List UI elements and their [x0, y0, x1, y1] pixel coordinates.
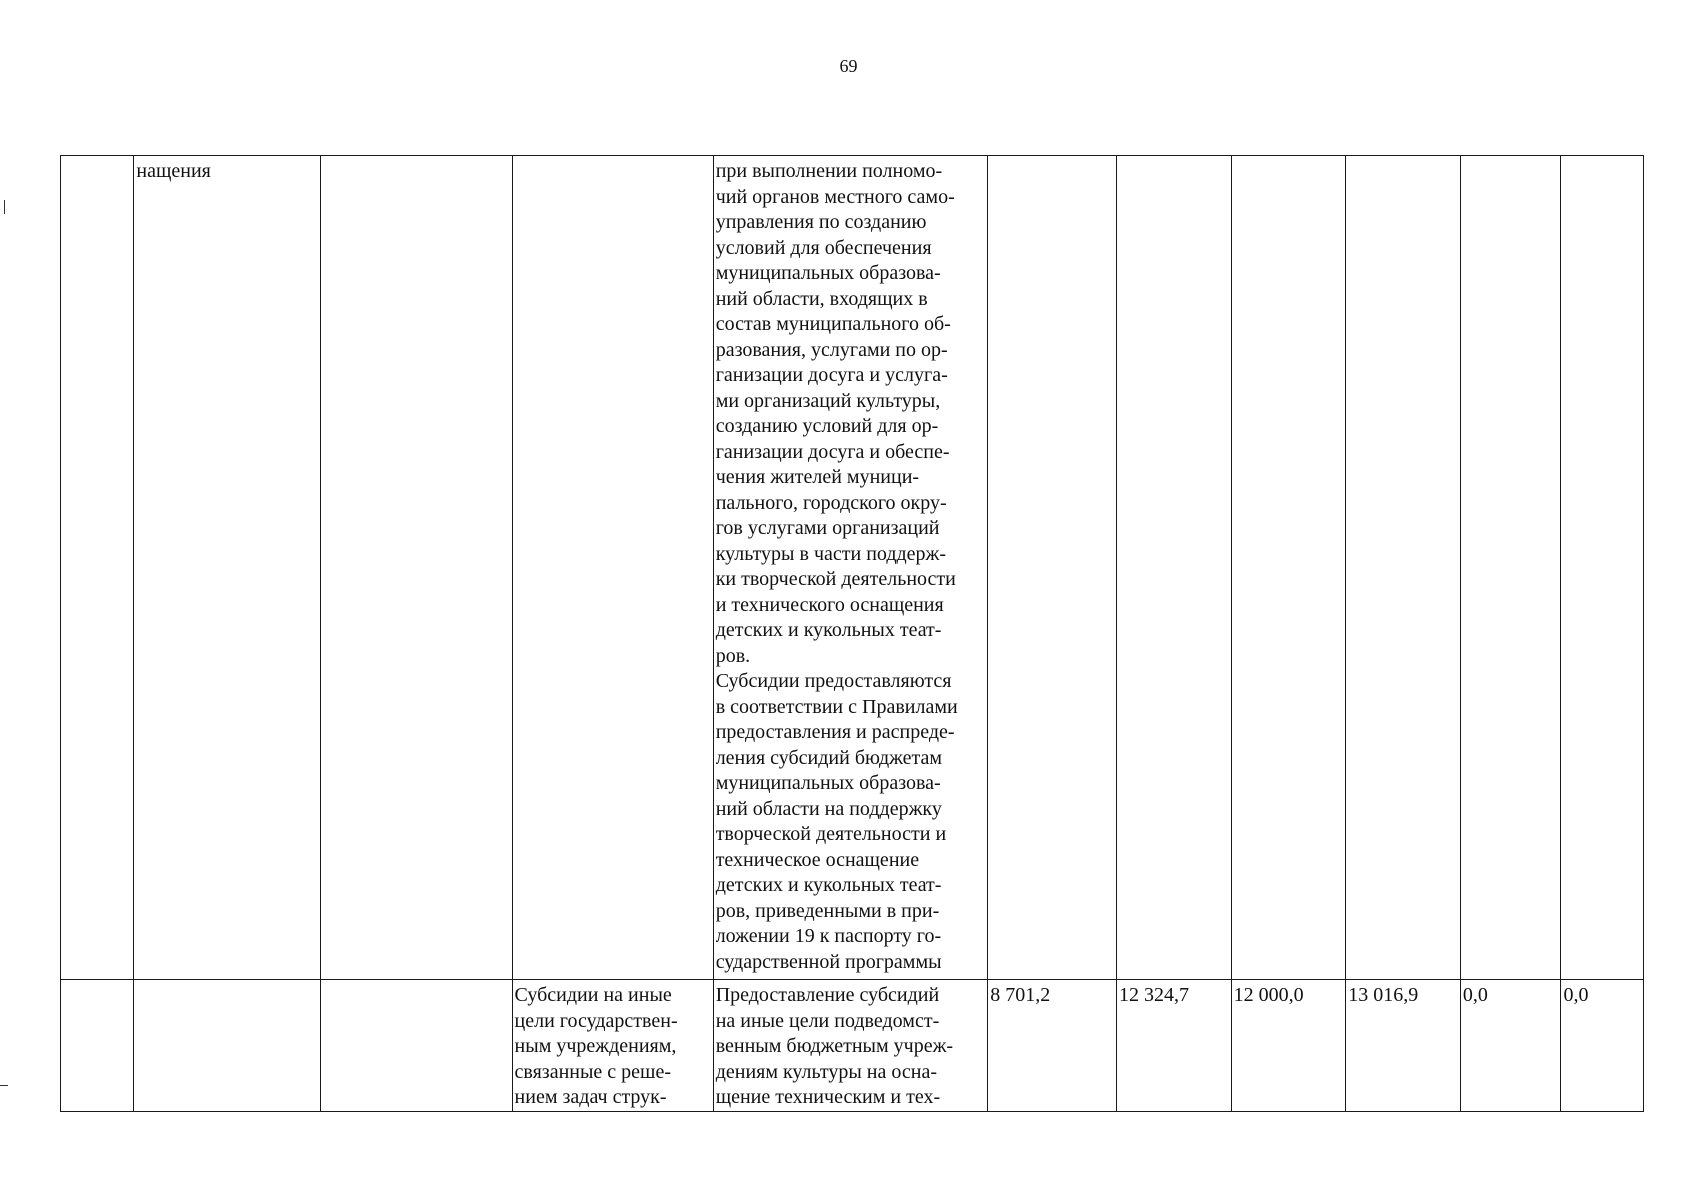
table-cell: 8 701,2: [988, 980, 1117, 1112]
table-cell: [1231, 156, 1346, 980]
table-cell: [1116, 156, 1231, 980]
table-cell: [1346, 156, 1461, 980]
table-cell: нащения: [134, 156, 321, 980]
table-cell: 0,0: [1561, 980, 1644, 1112]
table-row: [61, 156, 1644, 980]
table-row: [61, 980, 1644, 1112]
margin-mark: [0, 1085, 8, 1086]
page-number: 69: [839, 56, 858, 76]
margin-mark: [4, 200, 5, 214]
table-cell: Субсидии на иные цели государствен- ным учреждениям, связанные с реше- нием задач струк-: [512, 980, 713, 1112]
table-cell: [1561, 156, 1644, 980]
table-cell: 12 324,7: [1116, 980, 1231, 1112]
table-cell: 12 000,0: [1231, 980, 1346, 1112]
table-cell: [1460, 156, 1561, 980]
table-cell: [134, 980, 321, 1112]
table-cell: Предоставление субсидий на иные цели подведомст- венным бюджетным учреж- дениям культуры на осна- щение техническим и тех-: [713, 980, 988, 1112]
table-cell: [512, 156, 713, 980]
table-cell: при выполнении полномо- чий органов местного само- управления по созданию условий для обеспечения муниципальных образова- ний области, входящих в состав муниципального об- разования, услугами по ор- ганизации досуга и услуга- ми организаций культуры, созданию условий для ор- ганизации досуга и обеспе- чения жителей муници- пального, городского окру- гов услугами организаций культуры в части поддерж- ки творческой деятельности и технического оснащения детских и кукольных теат- ров. Субсидии предоставляются в соответствии с Правилами предоставления и распреде- ления субсидий бюджетам муниципальных образова- ний области на поддержку творческой деятельности и техническое оснащение детских и кукольных теат- ров, приведенными в при- ложении 19 к паспорту го- сударственной программы: [713, 156, 988, 980]
program-table: [60, 155, 1644, 1112]
table-cell: 0,0: [1460, 980, 1561, 1112]
table-cell: 13 016,9: [1346, 980, 1461, 1112]
table-cell: [988, 156, 1117, 980]
table-cell: [321, 980, 512, 1112]
table-cell: [61, 980, 134, 1112]
table-cell: [321, 156, 512, 980]
table-cell: [61, 156, 134, 980]
